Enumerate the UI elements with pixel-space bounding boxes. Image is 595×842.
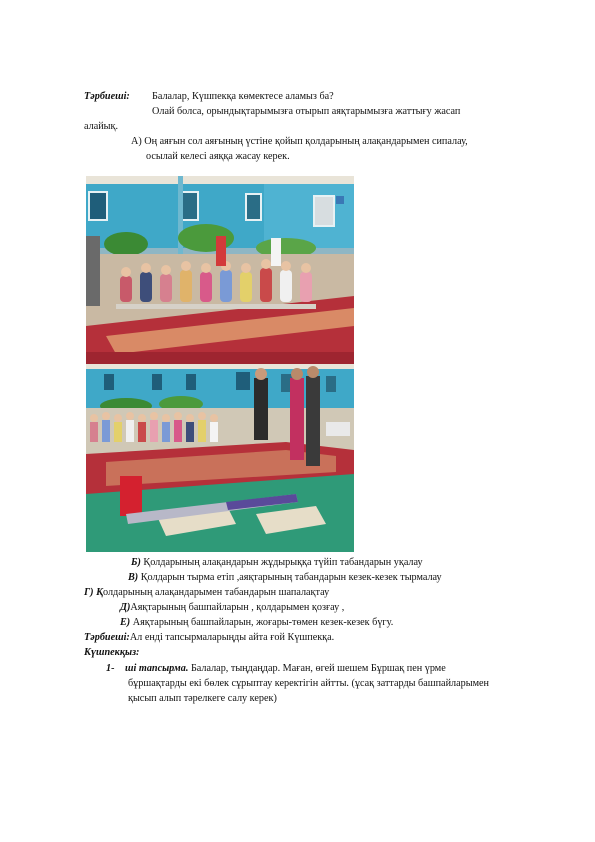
closing-text: Ал енді тапсырмаларыңды айта ғой Күшпекқа. [129, 632, 335, 643]
task1-line2: бұршақтарды екі бөлек сұрыптау керектігін айтты. (ұсақ заттарды башпайларымен [128, 678, 489, 689]
step-g-label: Г) Қ [84, 587, 104, 598]
task1-title: ші тапсырма. [125, 663, 189, 674]
step-g [84, 587, 329, 599]
section-heading: Күшпекқыз: [84, 647, 140, 658]
step-e-text: Аяқтарының башпайларын, жоғары-төмен кезек-кезек бүгу. [130, 617, 394, 628]
task1-number: 1- [106, 663, 115, 674]
task1-line1 [106, 663, 446, 675]
step-b-text: Қолдарының алақандарын жұдырыққа түйіп табандарын уқалау [140, 557, 423, 568]
speaker-label: Тәрбиеші: [84, 91, 130, 102]
photo-exercise-carpets [86, 364, 354, 552]
closing-speaker: Тәрбиеші: [84, 632, 130, 643]
step-a-line1: А) Оң аяғын сол аяғының үстіне қойып қолдарының алақандарымен сипалау, [131, 136, 468, 147]
step-b [131, 557, 423, 569]
step-v [128, 572, 442, 584]
closing-line [84, 632, 334, 644]
step-g-text: олдарының алақандарымен табандарын шапалақтау [103, 587, 330, 598]
step-v-text: Қолдарын тырма етіп ,аяқтарының табандарын кезек-кезек тырмалау [138, 572, 442, 583]
step-d-text: Аяқтарының башпайларын , қолдарымен қозғау , [130, 602, 345, 613]
step-e [120, 617, 393, 629]
step-a-line2: осылай келесі аяққа жасау керек. [146, 151, 290, 162]
paragraph2-line1: Олай болса, орындықтарымызға отырып аяқтарымызға жаттығу жасап [152, 106, 461, 117]
step-d [120, 602, 344, 614]
teacher-line-1 [84, 91, 334, 103]
step-v-label: В) [128, 572, 139, 583]
step-b-label: Б) [131, 557, 141, 568]
paragraph2-line2: алайық. [84, 121, 119, 132]
photo-children-seated [86, 176, 354, 364]
task1-text-1: Балалар, тыңдаңдар. Маған, өгей шешем Бұршақ пен үрме [188, 663, 446, 674]
step-e-label: Е) [120, 617, 131, 628]
step-d-label: Д) [120, 602, 131, 613]
teacher-text: Балалар, Күшпекқа көмектесе аламыз ба? [152, 91, 334, 102]
task1-line3: қысып алып тәрелкеге салу керек) [128, 693, 277, 704]
